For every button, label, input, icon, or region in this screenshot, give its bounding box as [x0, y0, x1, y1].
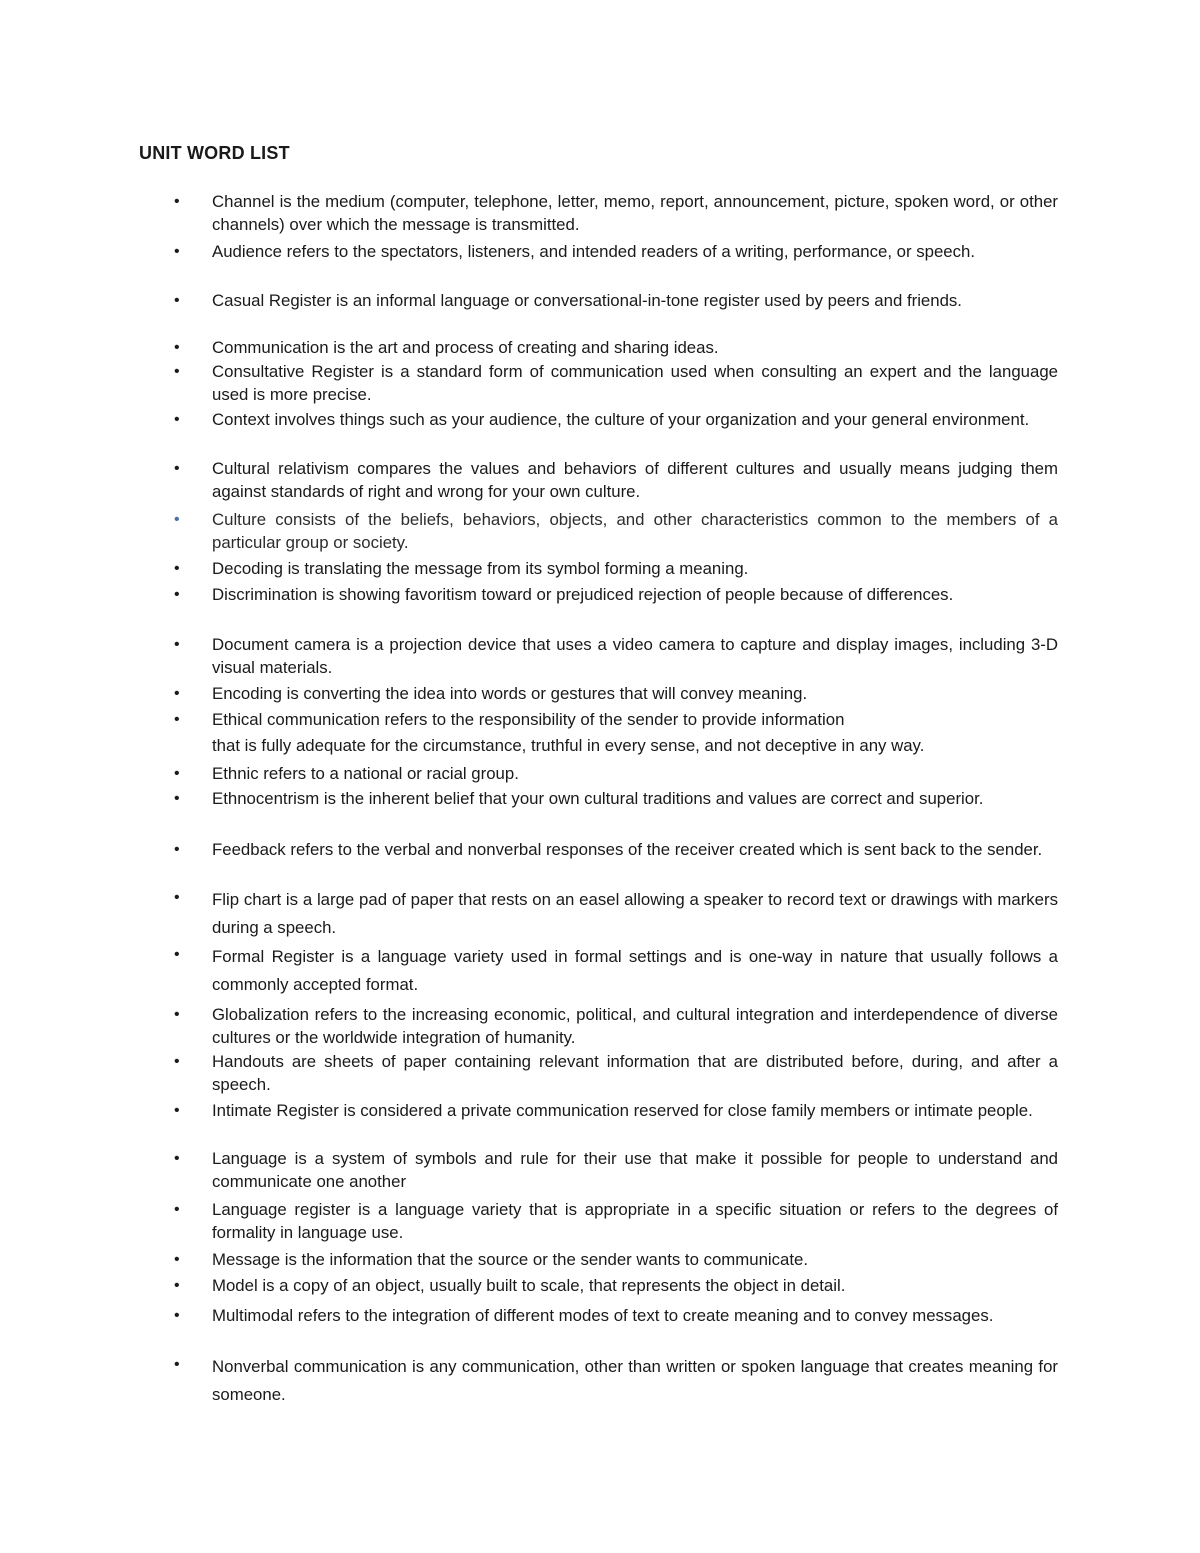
- bullet-icon: •: [174, 560, 180, 577]
- list-item-text: Ethical communication refers to the responsibility of the sender to provide information: [212, 710, 845, 729]
- bullet-icon: •: [174, 511, 180, 528]
- list-item-text: Globalization refers to the increasing economic, political, and cultural integration and interdependence of diverse cultures or the worldwide integration of humanity.: [212, 1005, 1058, 1047]
- bullet-icon: •: [174, 411, 180, 428]
- list-item-text: Consultative Register is a standard form of communication used when consulting an expert and the language used is more precise.: [212, 362, 1058, 404]
- list-item-text: Model is a copy of an object, usually built to scale, that represents the object in detail.: [212, 1276, 846, 1295]
- list-item-text: Multimodal refers to the integration of different modes of text to create meaning and to convey messages.: [212, 1306, 994, 1325]
- list-item-text: Context involves things such as your audience, the culture of your organization and your general environment.: [212, 410, 1030, 429]
- list-item-text: Decoding is translating the message from its symbol forming a meaning.: [212, 559, 749, 578]
- list-item-text: Channel is the medium (computer, telephone, letter, memo, report, announcement, picture, spoken word, or other channels) over which the message is transmitted.: [212, 192, 1058, 234]
- list-item-text: Flip chart is a large pad of paper that rests on an easel allowing a speaker to record text or drawings with markers during a speech.: [212, 890, 1058, 937]
- bullet-icon: •: [174, 193, 180, 210]
- bullet-icon: •: [174, 946, 180, 963]
- bullet-icon: •: [174, 889, 180, 906]
- bullet-icon: •: [174, 1356, 180, 1373]
- bullet-icon: •: [174, 1251, 180, 1268]
- list-item-text: Intimate Register is considered a private communication reserved for close family members or intimate people.: [212, 1101, 1033, 1120]
- list-item-text: Cultural relativism compares the values and behaviors of different cultures and usually means judging them against standards of right and wrong for your own culture.: [212, 459, 1058, 501]
- list-item-text: Feedback refers to the verbal and nonverbal responses of the receiver created which is sent back to the sender.: [212, 840, 1043, 859]
- bullet-icon: •: [174, 1006, 180, 1023]
- bullet-icon: •: [174, 1150, 180, 1167]
- list-item-text: Encoding is converting the idea into words or gestures that will convey meaning.: [212, 684, 808, 703]
- bullet-icon: •: [174, 636, 180, 653]
- bullet-icon: •: [174, 685, 180, 702]
- list-item-text: Formal Register is a language variety used in formal settings and is one-way in nature that usually follows a commonly accepted format.: [212, 947, 1058, 994]
- bullet-icon: •: [174, 460, 180, 477]
- bullet-icon: •: [174, 243, 180, 260]
- list-item-text: Nonverbal communication is any communication, other than written or spoken language that creates meaning for someone.: [212, 1357, 1058, 1404]
- list-item-text: Handouts are sheets of paper containing relevant information that are distributed before, during, and after a speech.: [212, 1052, 1058, 1094]
- list-item-text: Language register is a language variety that is appropriate in a specific situation or refers to the degrees of formality in language use.: [212, 1200, 1058, 1242]
- bullet-icon: •: [174, 1277, 180, 1294]
- page-title: UNIT WORD LIST: [139, 143, 290, 163]
- bullet-icon: •: [174, 292, 180, 309]
- bullet-icon: •: [174, 1307, 180, 1324]
- bullet-icon: •: [174, 1053, 180, 1070]
- list-item-text: Culture consists of the beliefs, behaviors, objects, and other characteristics common to the members of a particular group or society.: [212, 510, 1058, 552]
- bullet-icon: •: [174, 339, 180, 356]
- list-item-text: Ethnocentrism is the inherent belief that your own cultural traditions and values are correct and superior.: [212, 789, 984, 808]
- bullet-icon: •: [174, 1201, 180, 1218]
- list-item-text: Discrimination is showing favoritism toward or prejudiced rejection of people because of differences.: [212, 585, 954, 604]
- bullet-icon: •: [174, 1102, 180, 1119]
- list-item-text: Document camera is a projection device that uses a video camera to capture and display images, including 3-D visual materials.: [212, 635, 1058, 677]
- bullet-icon: •: [174, 841, 180, 858]
- bullet-icon: •: [174, 711, 180, 728]
- bullet-icon: •: [174, 586, 180, 603]
- bullet-icon: •: [174, 363, 180, 380]
- list-item-text: Language is a system of symbols and rule for their use that make it possible for people to understand and communicate one another: [212, 1149, 1058, 1191]
- list-item-text: Communication is the art and process of creating and sharing ideas.: [212, 338, 719, 357]
- list-item-text: Casual Register is an informal language or conversational-in-tone register used by peers and friends.: [212, 291, 962, 310]
- list-item-text: Ethnic refers to a national or racial group.: [212, 764, 519, 783]
- list-item-text: that is fully adequate for the circumstance, truthful in every sense, and not deceptive in any way.: [212, 736, 925, 755]
- bullet-icon: •: [174, 765, 180, 782]
- bullet-icon: •: [174, 790, 180, 807]
- list-item-text: Message is the information that the source or the sender wants to communicate.: [212, 1250, 809, 1269]
- list-item-text: Audience refers to the spectators, listeners, and intended readers of a writing, performance, or speech.: [212, 242, 976, 261]
